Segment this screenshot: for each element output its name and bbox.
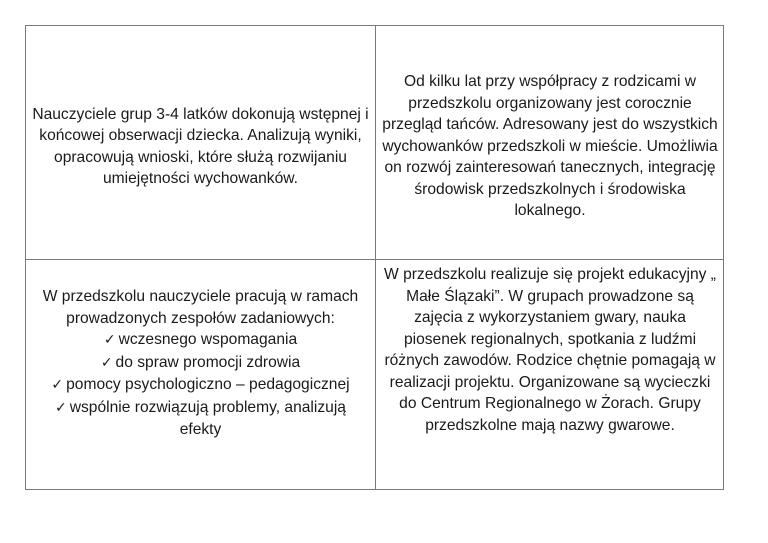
cell-observation-text: Nauczyciele grup 3-4 latków dokonują wstępnej i końcowej obserwacji dziecka. Analizują wyniki, opracowują wnioski, które służą rozwijaniu umiejętności wychowanków. bbox=[32, 105, 369, 187]
checklist-item bbox=[51, 397, 349, 420]
check-icon: ✓ bbox=[100, 354, 113, 371]
task-teams-checklist bbox=[51, 329, 349, 419]
checklist-item bbox=[51, 329, 349, 352]
cell-task-teams bbox=[26, 260, 376, 489]
cell-regional-project bbox=[376, 260, 724, 489]
checklist-item bbox=[51, 352, 349, 375]
checklist-item-label: do spraw promocji zdrowia bbox=[115, 353, 301, 371]
cell-dance-review-text: Od kilku lat przy współpracy z rodzicami w przedszkolu organizowany jest corocznie przegląd tańców. Adresowany jest do wszystkich wychowanków przedszkoli w mieście. Umożliwia on rozwój zainteresowań tanecznych, integrację środowisk przedszkolnych i środowiska lokalnego. bbox=[382, 73, 718, 220]
check-icon: ✓ bbox=[103, 332, 116, 348]
check-icon: ✓ bbox=[55, 399, 67, 416]
cell-regional-project-text: W przedszkolu realizuje się projekt edukacyjny „ Małe Ślązaki”. W grupach prowadzone są zajęcia z wykorzystaniem gwary, nauka piosenek regionalnych, spotkania z ludźmi różnych zawodów. Rodzice chętnie pomagają w realizacji projektu. Organizowane są wycieczki do Centrum Regionalnego w Żorach. Grupy przedszkolne mają nazwy gwarowe. bbox=[384, 266, 716, 434]
check-icon: ✓ bbox=[51, 377, 64, 393]
cell-task-teams-intro: W przedszkolu nauczyciele pracują w ramach prowadzonych zespołów zadaniowych: bbox=[42, 288, 359, 327]
checklist-item bbox=[51, 374, 349, 397]
cell-observation bbox=[26, 26, 376, 260]
checklist-item-label: pomocy psychologiczno – pedagogicznej bbox=[66, 376, 350, 393]
checklist-item-label: wspólnie rozwiązują problemy, analizują bbox=[69, 398, 346, 416]
checklist-item-label: wczesnego wspomagania bbox=[118, 331, 298, 348]
cell-dance-review bbox=[376, 26, 724, 260]
cell-task-teams-tail: efekty bbox=[179, 421, 222, 438]
info-table bbox=[25, 25, 724, 490]
